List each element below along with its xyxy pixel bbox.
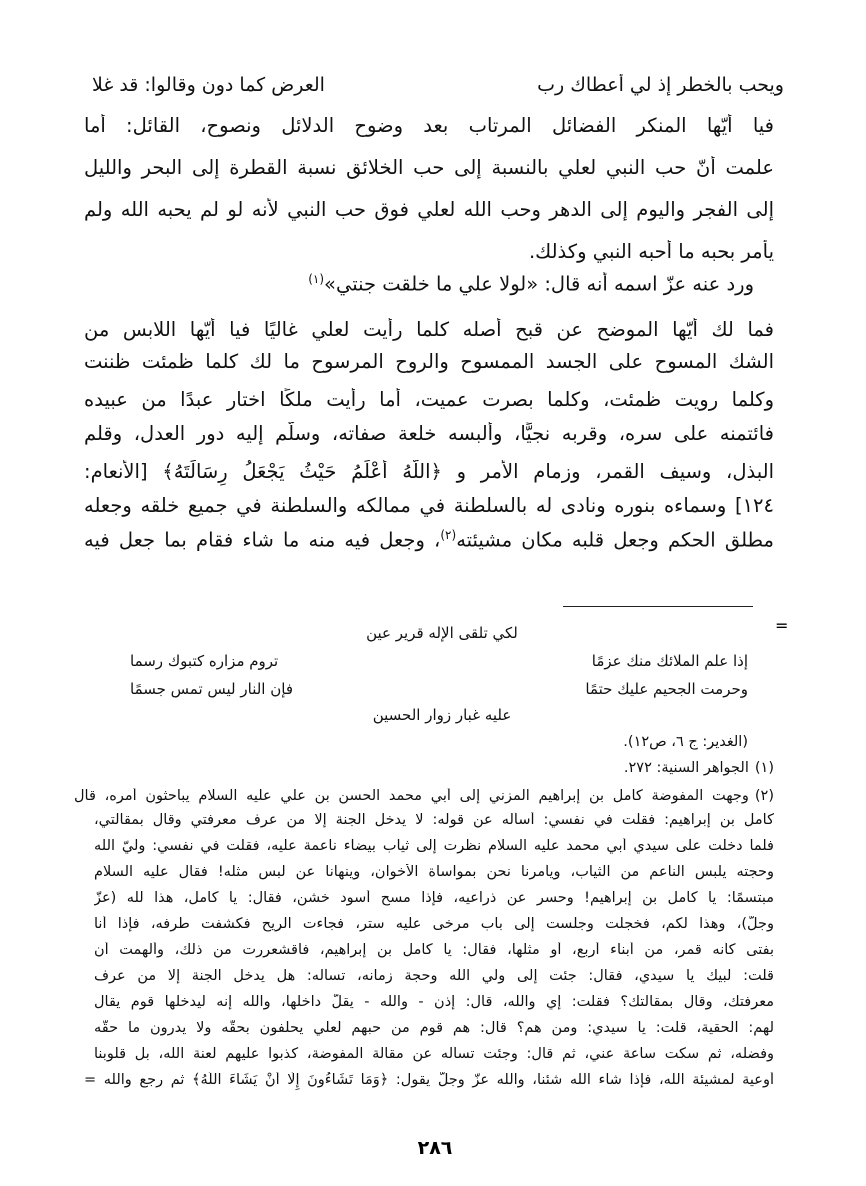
footnote-verse: لكي تلقى الإله قرير عين: [366, 624, 518, 642]
footnote-line: لهم: الحقية، قلت: يا سيدي: ومن هم؟ قال: هم قوم من حبهم لعلي يحلفون بحقّه ولا يدرون ما حقّه: [94, 1020, 774, 1036]
footnote-line: بفتى كأنه قمر، من أبناء أربع، أو مثلها، فقال: يا كامل بن إبراهيم، فاقشعررت من ذلك، وألهمت أن: [94, 942, 774, 958]
body-line: فيا أيّها المنكر الفضائل المرتاب بعد وضوح الدلائل ونصوح، القائل: أما: [84, 114, 774, 137]
footnote-line: قلت: لبيك يا سيدي، فقال: جئت إلى ولي الله وحجة زمانه، تسأله: هل يدخل الجنة إلا من عرف: [94, 968, 774, 984]
footnote-verse-left: فإن النار ليس تمس جسمًا: [130, 680, 293, 698]
footnote-line: أوعية لمشيئة الله، فإذا شاء الله شئنا، والله عزّ وجلّ يقول: ﴿وَمَا تَشَاءُونَ إِلَّا أَنْ يَشَاءَ اللَّهُ﴾ ثم رجع والله =: [84, 1072, 774, 1088]
body-line: البذل، وسيف القمر، وزمام الأمر و ﴿اللَّهُ أَعْلَمُ حَيْثُ يَجْعَلُ رِسَالَتَهُ﴾ [الأنعام:: [84, 460, 774, 483]
footnote-2: [74, 788, 774, 814]
verse-hemistich-left: العرض كما دون وقالوا: قد غلا: [92, 74, 325, 96]
footnote-source: (الغدير: ج ٦، ص١٢).: [623, 734, 748, 750]
body-text: مطلق الحكم وجعل قلبه مكان مشيئته: [456, 528, 774, 552]
body-line: [84, 528, 774, 568]
footnote-line: مبتسمًا: يا كامل بن إبراهيم! وحسر عن ذراعيه، فإذا مسح أسود خشن، فقال: يا كامل، هذا لله (عزّ: [94, 890, 774, 906]
body-text: ، وجعل فيه منه ما شاء فقام بما جعل فيه: [84, 528, 441, 552]
footnote-verse-left: تروم مزاره كتبوك رسما: [130, 652, 279, 670]
body-line: وكلما رويت ظمئت، وكلما بصرت عميت، أما رأيت ملكًا اختار عبدًا من عبيده: [84, 388, 774, 411]
verse-hemistich-right: ويحب بالخطر إذ لي أعطاك رب: [537, 74, 784, 96]
body-line: إلى الفجر واليوم إلى الدهر وحب الله لعلي فوق حب النبي لأنه لو لم يحبه الله ولم: [84, 198, 774, 221]
body-line: فما لك أيّها الموضح عن قبح أصله كلما رأيت لعلي غاليًا فيا أيّها اللابس من: [84, 318, 774, 341]
footnote-verse-right: وحرمت الجحيم عليك حتمًا: [585, 680, 748, 698]
footnote-line: وجلّ)، وهذا لكم، فخجلت وجلست إلى باب مرخى عليه ستر، فجاءت الريح فكشفت طرفه، فإذا أنا: [94, 916, 774, 932]
footnote-line: فلما دخلت على سيدي أبي محمد عليه السلام نظرت إلى ثياب بيضاء ناعمة عليه، فقلت في نفسي: وليّ الله: [94, 838, 774, 854]
body-line: الشك المسوح على الجسد الممسوح والروح المرسوح ما لك كلما ظمئت ظننت: [84, 350, 774, 373]
body-line: يأمر بحبه ما أحبه النبي وكذلك.: [528, 240, 774, 263]
footnote-ref-2: (٢): [440, 528, 457, 542]
continuation-mark: =: [775, 616, 789, 635]
footnote-text: وجهت المفوضة كامل بن إبراهيم المزني إلى أبي محمد الحسن بن علي عليه السلام يباحثون أمره، قال: [74, 788, 749, 804]
quote-line: [84, 272, 774, 312]
footnote-number: (٢): [754, 788, 774, 804]
footnote-verse: عليه غبار زوار الحسين: [372, 706, 512, 724]
footnote-line: وفضله، ثم سكت ساعة عني، ثم قال: وجئت تسأله عن مقالة المفوضة، كذبوا عليهم لعنة الله، بل قلوبنا: [94, 1046, 774, 1062]
footnote-line: معرفتك، وقال بمقالتك؟ فقلت: إي والله، قال: إذن - والله - يقلّ داخلها، والله إنه ليدخلها قوم يقال: [94, 994, 774, 1010]
body-line: علمت أنّ حب النبي لعلي بالنسبة إلى حب الخلائق نسبة القطرة إلى البحر والليل: [84, 156, 774, 179]
footnote-separator: [563, 606, 753, 607]
verse-line: [92, 74, 784, 106]
page-number: ٢٨٦: [417, 1137, 453, 1159]
footnote-verse-right: إذا علم الملائك منك عزمًا: [591, 652, 748, 670]
body-line: فائتمنه على سره، وقربه نجيًّا، وألبسه خلعة صفاته، وسلّم إليه دور العدل، وقلم: [84, 422, 774, 445]
footnote-line: وحجته يلبس الناعم من الثياب، ويأمرنا نحن بمواساة الأخوان، وينهانا عن لبس مثله! فقال عليه السلام: [94, 864, 774, 880]
footnote-text: الجواهر السنية: ٢٧٢.: [623, 760, 749, 776]
body-line: ١٢٤] وسماءه بنوره ونادى له بالسلطنة في ممالكه والسلطنة في جميع خلقه وجعله: [84, 494, 774, 517]
footnote-number: (١): [754, 760, 774, 776]
footnote-ref-1: (١): [308, 272, 325, 286]
footnote-line: كامل بن إبراهيم: فقلت في نفسي: أسأله عن قوله: لا يدخل الجنة إلا من عرف معرفتي وقال بمقالتي،: [94, 812, 774, 828]
quote-text: ورد عنه عزّ اسمه أنه قال: «لولا علي ما خلقت جنتي»: [324, 272, 754, 296]
footnote-1: [74, 760, 774, 786]
